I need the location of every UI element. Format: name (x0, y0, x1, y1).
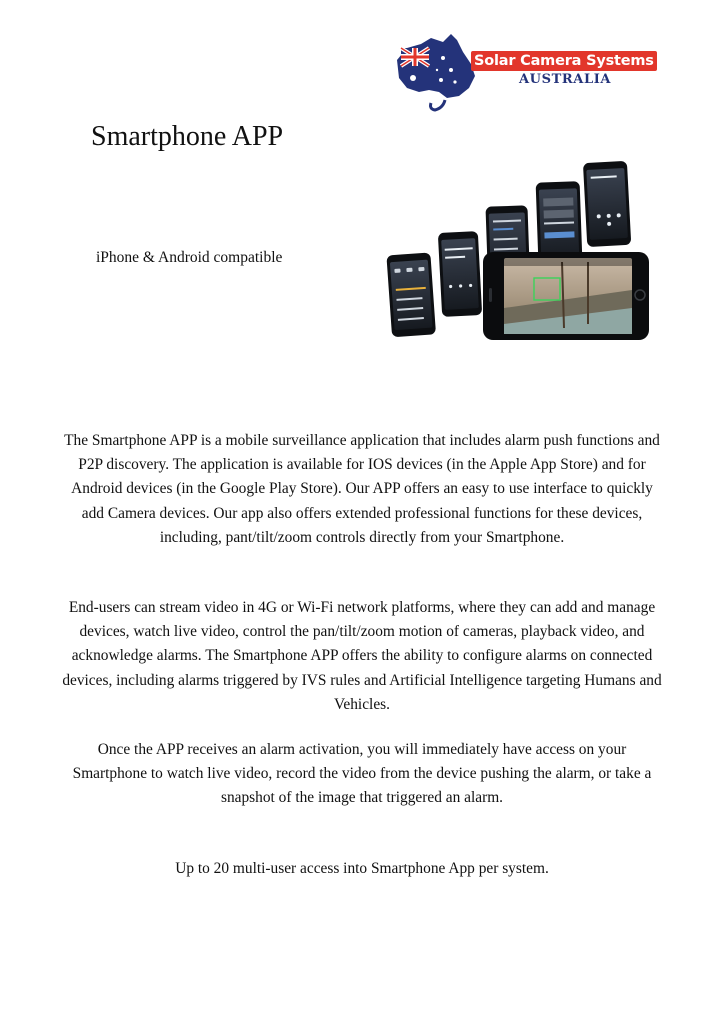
phone-screen-ptz (583, 161, 631, 247)
brand-country: AUSTRALIA (519, 72, 612, 87)
company-logo (393, 30, 669, 112)
paragraph-multi-user: Up to 20 multi-user access into Smartphone App per system. (175, 860, 549, 877)
brand-name: Solar Camera Systems (471, 51, 657, 71)
phone-screen-controls (438, 231, 482, 317)
paragraph-streaming-features: End-users can stream video in 4G or Wi-Fi network platforms, where they can add and manage devices, watch live video, control the pan/tilt/zoom motion of cameras, playback video, and acknowledge alarms. The Smartphone APP offers the ability to configure alarms on connected devices, including alarms triggered by IVS rules and Artificial Intelligence targeting Humans and Vehicles. (62, 599, 662, 713)
compatibility-note: iPhone & Android compatible (96, 249, 283, 266)
paragraph-alarm-activation: Once the APP receives an alarm activation, you will immediately have access on your Smartphone to watch live video, record the video from the device pushing the alarm, or take a snapshot of the image that triggered an alarm. (72, 741, 652, 807)
australia-map-flag-icon (393, 30, 483, 112)
page-title: Smartphone APP (91, 121, 284, 152)
smartphones-app-screens-image (382, 158, 652, 349)
paragraph-app-overview: The Smartphone APP is a mobile surveillance application that includes alarm push functions and P2P discovery. The application is available for IOS devices (in the Apple App Store) and for Android devices (in the Google Play Store). Our APP offers an easy to use interface to quickly add Camera devices. Our app also offers extended professional functions for these devices, including, pant/tilt/zoom controls directly from your Smartphone. (64, 432, 660, 546)
phone-landscape-live-view (483, 252, 649, 340)
phone-screen-settings (386, 252, 436, 337)
